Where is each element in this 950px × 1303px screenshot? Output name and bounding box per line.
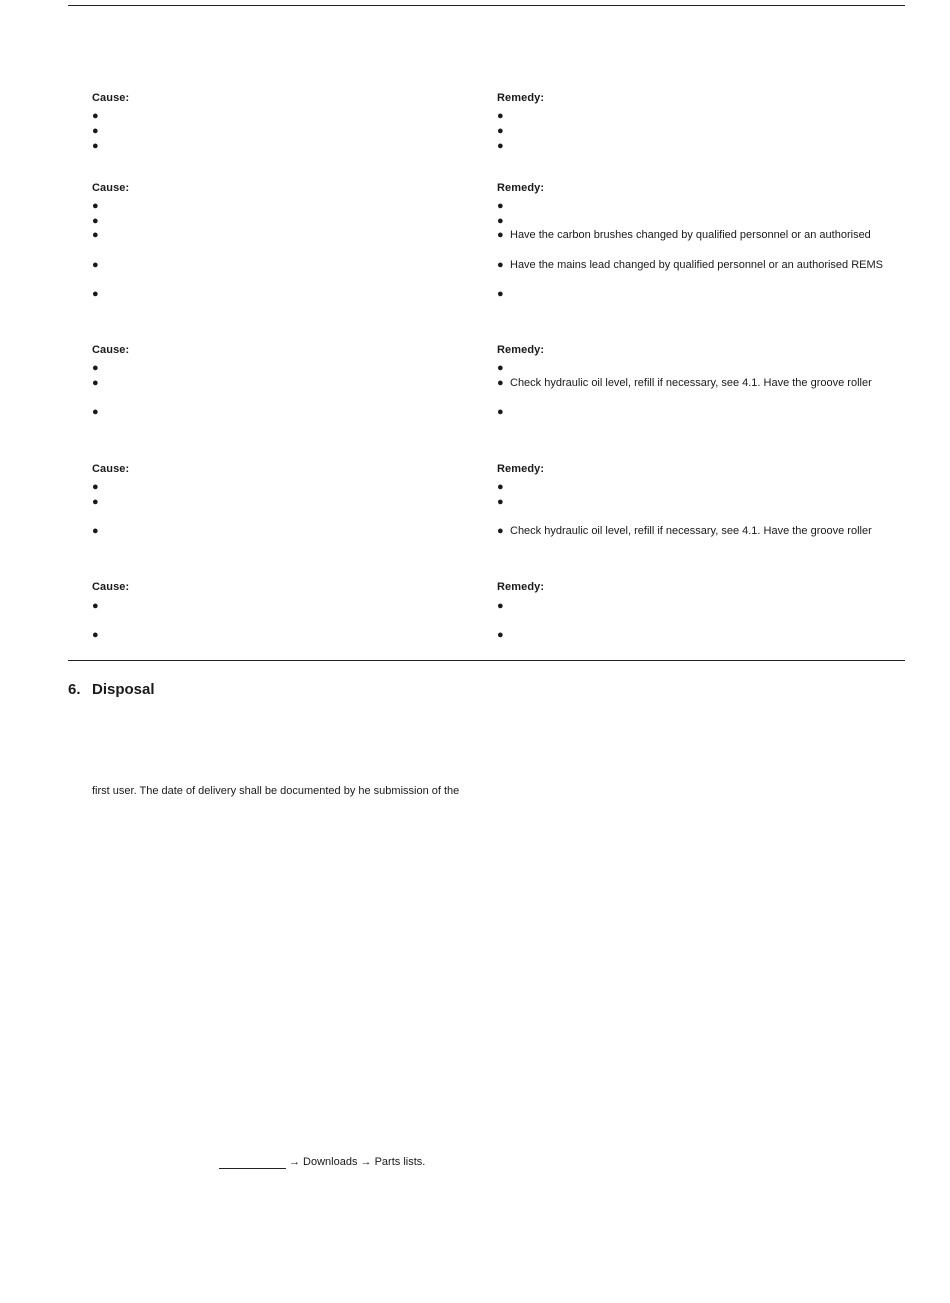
remedy-bullet: ●: [497, 362, 504, 374]
remedy-bullet: ● Have the carbon brushes changed by qualified personnel or an authorised: [497, 229, 871, 241]
cause-label: Cause:: [92, 344, 130, 356]
section-title: Disposal: [92, 681, 155, 698]
remedy-label: Remedy:: [497, 182, 545, 194]
remedy-bullet: ● Check hydraulic oil level, refill if necessary, see 4.1. Have the groove roller: [497, 377, 872, 389]
remedy-bullet: ●: [497, 481, 504, 493]
remedy-bullet: ●: [497, 125, 504, 137]
remedy-bullet: ● Have the mains lead changed by qualified personnel or an authorised REMS: [497, 259, 884, 271]
top-divider: [68, 5, 905, 6]
cause-label: Cause:: [92, 581, 130, 593]
remedy-bullet: ●: [497, 600, 504, 612]
cause-bullet: ●: [92, 481, 99, 493]
remedy-bullet: ●: [497, 288, 504, 300]
remedy-text: Check hydraulic oil level, refill if necessary, see 4.1. Have the groove roller: [510, 525, 872, 537]
cause-bullet: ●: [92, 406, 99, 418]
cause-bullet: ●: [92, 362, 99, 374]
link-underline: [219, 1168, 286, 1169]
cause-bullet: ●: [92, 600, 99, 612]
remedy-text: Have the carbon brushes changed by qualified personnel or an authorised: [510, 229, 871, 241]
remedy-bullet: ●: [497, 200, 504, 212]
cause-bullet: ●: [92, 496, 99, 508]
remedy-bullet: ●: [497, 215, 504, 227]
cause-bullet: ●: [92, 288, 99, 300]
cause-label: Cause:: [92, 182, 130, 194]
cause-label: Cause:: [92, 463, 130, 475]
cause-bullet: ●: [92, 259, 99, 271]
cause-bullet: ●: [92, 140, 99, 152]
section-number: 6.: [68, 681, 81, 698]
cause-bullet: ●: [92, 200, 99, 212]
cause-bullet: ●: [92, 629, 99, 641]
remedy-label: Remedy:: [497, 92, 545, 104]
cause-bullet: ●: [92, 229, 99, 241]
cause-label: Cause:: [92, 92, 130, 104]
downloads-path: → Downloads → Parts lists.: [289, 1156, 426, 1168]
remedy-label: Remedy:: [497, 344, 545, 356]
remedy-label: Remedy:: [497, 581, 545, 593]
section-divider: [68, 660, 905, 661]
body-text: first user. The date of delivery shall be documented by he submission of the: [92, 785, 460, 797]
cause-bullet: ●: [92, 125, 99, 137]
remedy-bullet: ● Check hydraulic oil level, refill if necessary, see 4.1. Have the groove roller: [497, 525, 872, 537]
remedy-text: Have the mains lead changed by qualified personnel or an authorised REMS: [510, 259, 884, 271]
remedy-bullet: ●: [497, 496, 504, 508]
remedy-bullet: ●: [497, 406, 504, 418]
remedy-label: Remedy:: [497, 463, 545, 475]
remedy-bullet: ●: [497, 110, 504, 122]
cause-bullet: ●: [92, 215, 99, 227]
cause-bullet: ●: [92, 525, 99, 537]
remedy-text: Check hydraulic oil level, refill if necessary, see 4.1. Have the groove roller: [510, 377, 872, 389]
remedy-bullet: ●: [497, 140, 504, 152]
cause-bullet: ●: [92, 110, 99, 122]
remedy-bullet: ●: [497, 629, 504, 641]
cause-bullet: ●: [92, 377, 99, 389]
